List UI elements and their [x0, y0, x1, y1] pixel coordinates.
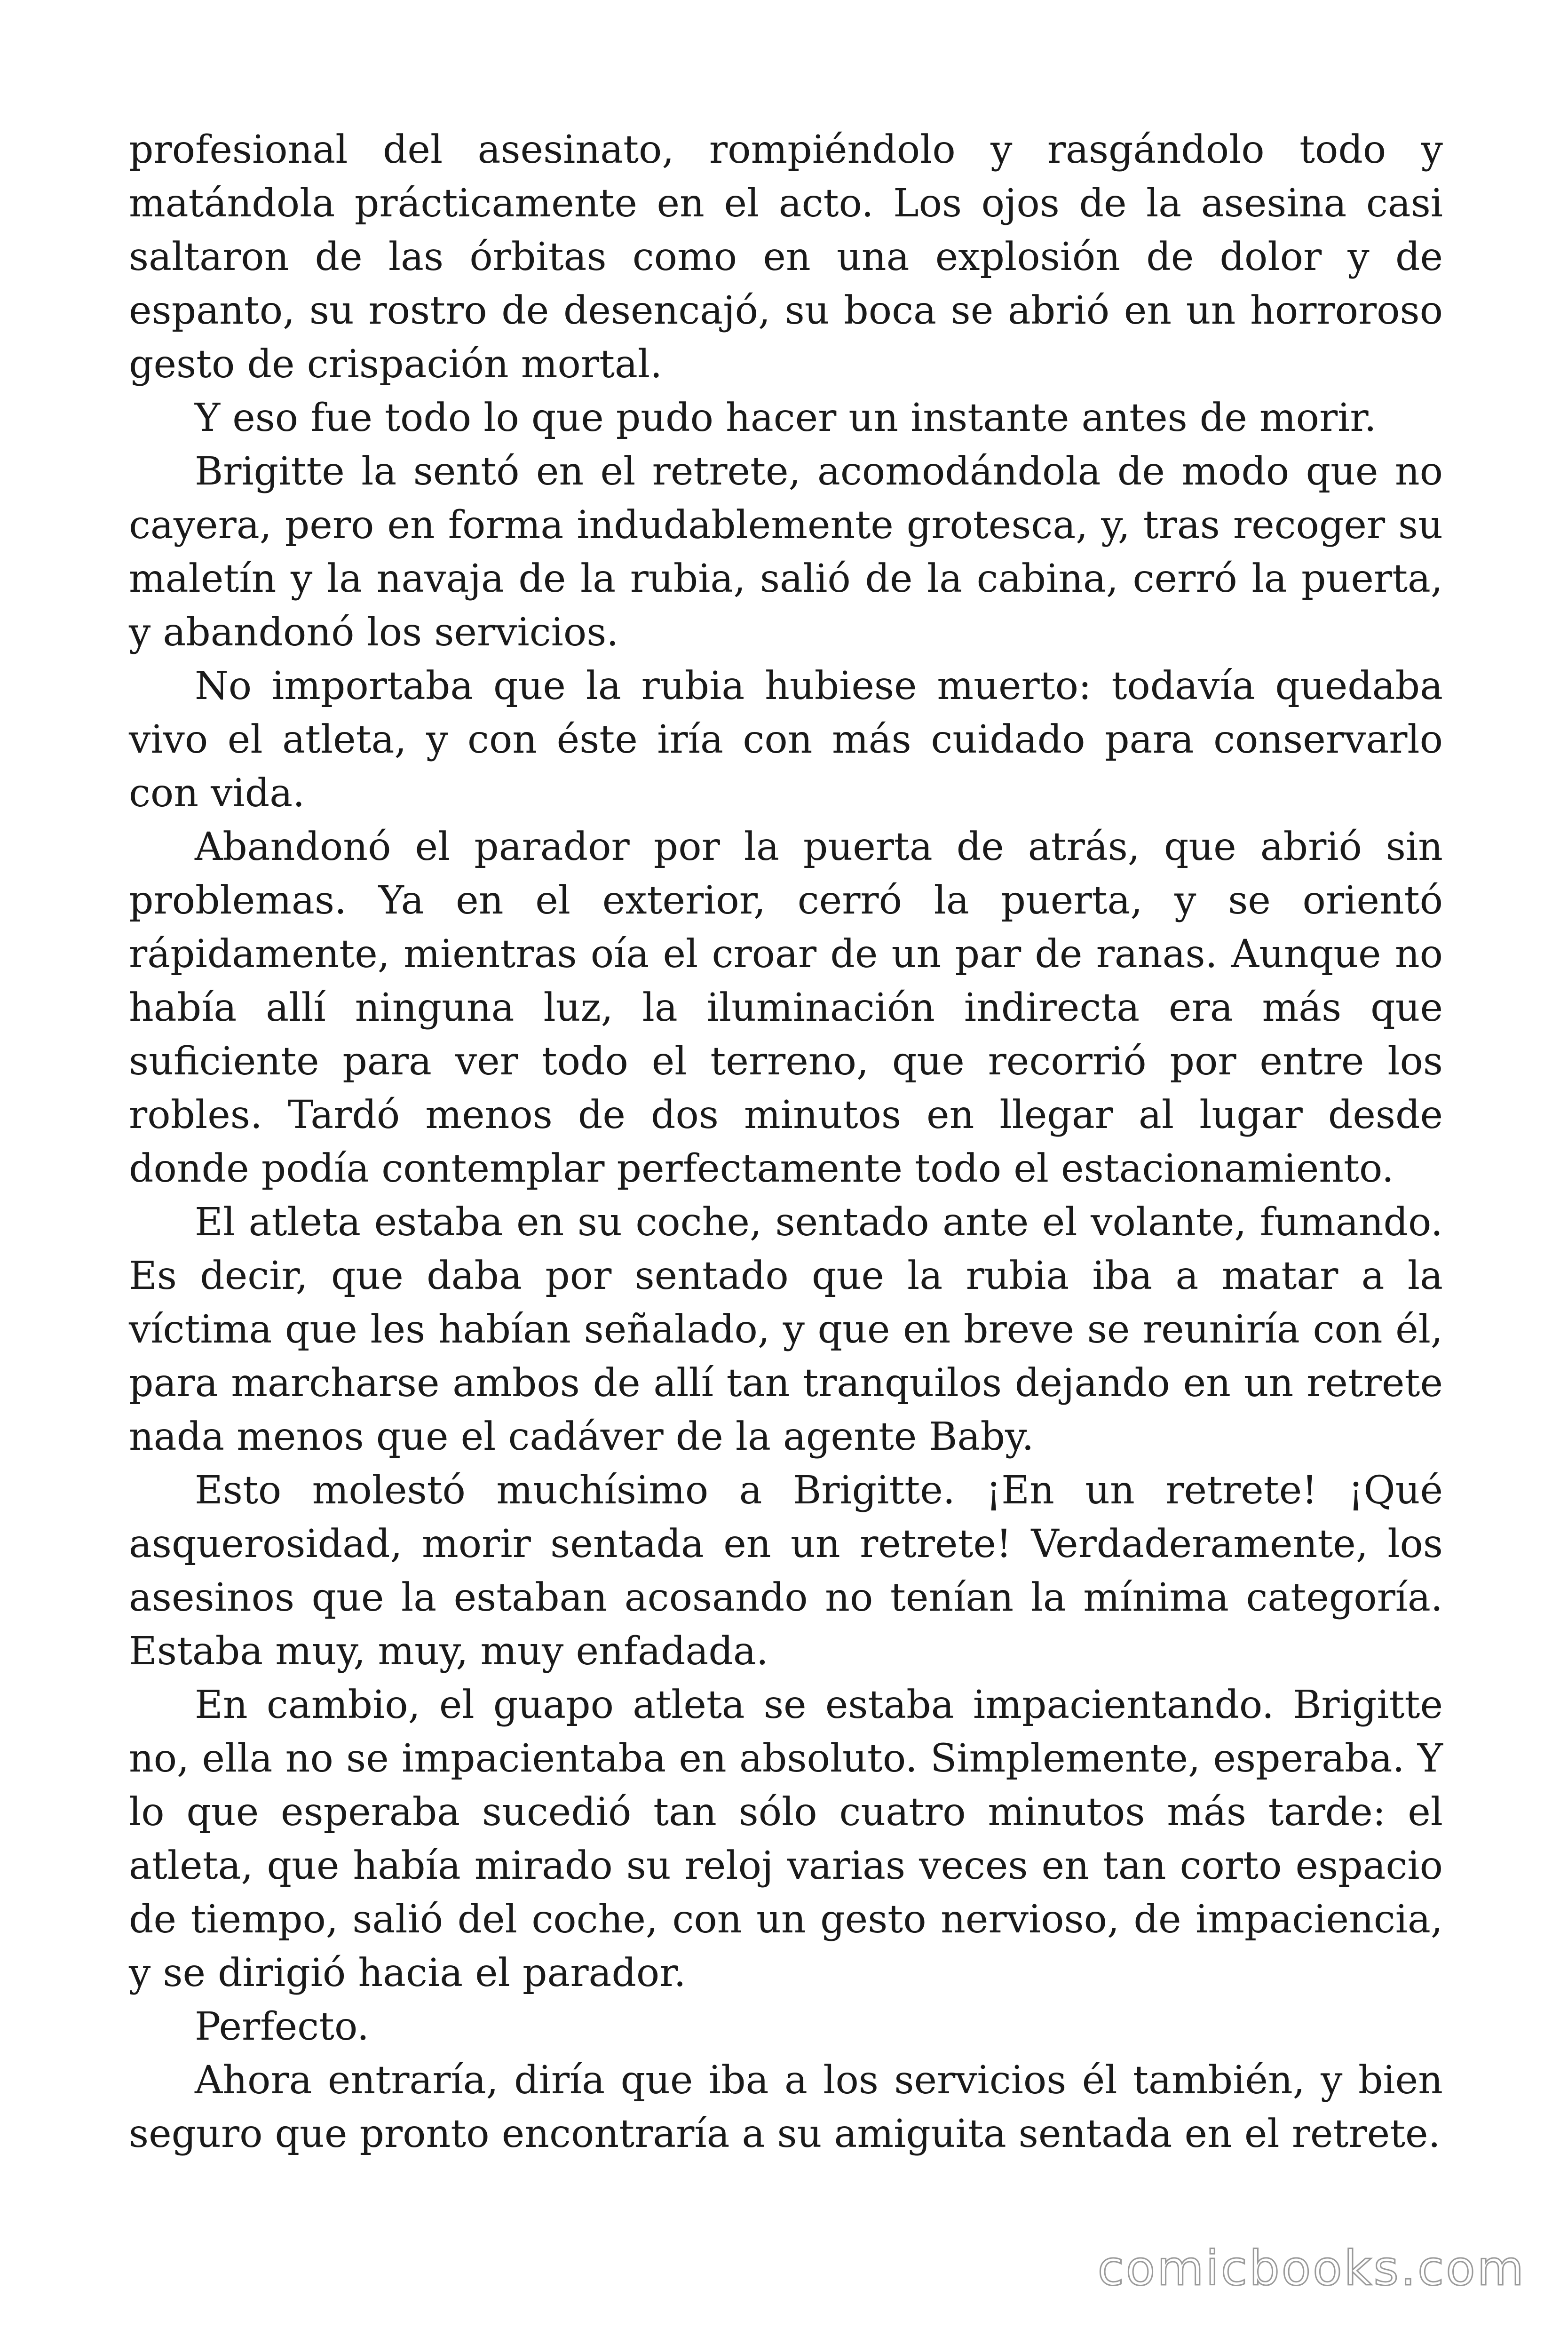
paragraph: El atleta estaba en su coche, sentado ante el volante, fumando. Es decir, que daba por sentado que la rubia iba a matar a la víctima que les habían señalado, y que en breve se reuniría con él, para marcharse ambos de allí tan tranquilos dejando en un retrete nada menos que el cadáver de la agente Baby.	[129, 1200, 1443, 1459]
paragraph: Abandonó el parador por la puerta de atrás, que abrió sin problemas. Ya en el exterior, cerró la puerta, y se orientó rápidamente, mientras oía el croar de un par de ranas. Aunque no había allí ninguna luz, la iluminación indirecta era más que suficiente para ver todo el terreno, que recorrió por entre los robles. Tardó menos de dos minutos en llegar al lugar desde donde podía contemplar perfectamente todo el estacionamiento.	[129, 825, 1443, 1191]
page-text	[129, 123, 1443, 2161]
paragraph: Ahora entraría, diría que iba a los servicios él también, y bien seguro que pronto encontraría a su amiguita sentada en el retrete.	[129, 2058, 1443, 2156]
paragraph: Perfecto.	[195, 2004, 369, 2049]
paragraph: Y eso fue todo lo que pudo hacer un instante antes de morir.	[195, 396, 1377, 440]
paragraph: Esto molestó muchísimo a Brigitte. ¡En un retrete! ¡Qué asquerosidad, morir sentada en un retrete! Verdaderamente, los asesinos que la estaban acosando no tenían la mínima categoría. Estaba muy, muy, muy enfadada.	[129, 1468, 1443, 1674]
paragraph: En cambio, el guapo atleta se estaba impacientando. Brigitte no, ella no se impacientaba en absoluto. Simplemente, esperaba. Y lo que esperaba sucedió tan sólo cuatro minutos más tarde: el atleta, que había mirado su reloj varias veces en tan corto espacio de tiempo, salió del coche, con un gesto nervioso, de impaciencia, y se dirigió hacia el parador.	[129, 1683, 1443, 1995]
paragraph: No importaba que la rubia hubiese muerto: todavía quedaba vivo el atleta, y con éste iría con más cuidado para conservarlo con vida.	[129, 664, 1443, 816]
watermark: comicbooks.com	[1097, 2241, 1526, 2296]
paragraph: Brigitte la sentó en el retrete, acomodándola de modo que no cayera, pero en forma indudablemente grotesca, y, tras recoger su maletín y la navaja de la rubia, salió de la cabina, cerró la puerta, y abandonó los servicios.	[129, 449, 1443, 655]
paragraph: profesional del asesinato, rompiéndolo y rasgándolo todo y matándola prácticamente en el acto. Los ojos de la asesina casi saltaron de las órbitas como en una explosión de dolor y de espanto, su rostro de desencajó, su boca se abrió en un horroroso gesto de crispación mortal.	[129, 127, 1443, 387]
